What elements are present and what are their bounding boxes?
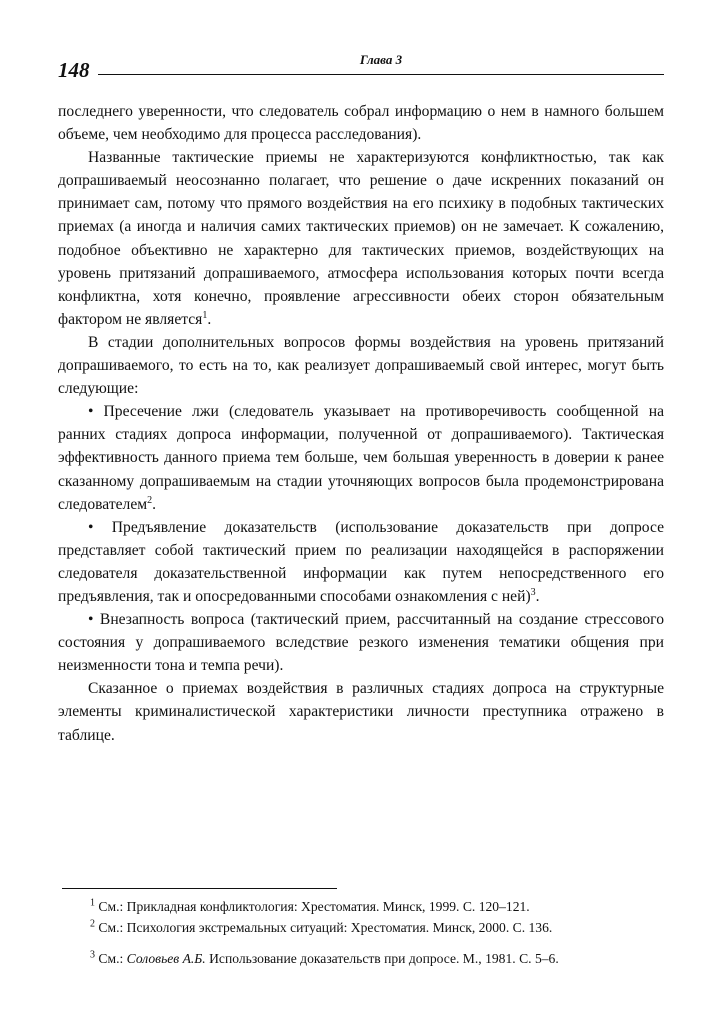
bullet-item-2: • Предъявление доказательств (использование доказательств при допросе представляет собой тактический прием по реализации находящейся в распоряжении следователя доказательственной информации как путем непосредственного его предъявления, так и опосредованными способами ознакомления с ней)$^3$. xyxy=(58,518,664,605)
footnotes xyxy=(90,896,670,969)
footnote-ref-1[interactable]: 1 xyxy=(202,309,208,321)
paragraph-2-text: Названные тактические приемы не характеризуются конфликтностью, так как допрашиваемый неосознанно полагает, что решение о даче искренних показаний он принимает сам, потому что прямого воздействия на его психику в подобных тактических приемах (а иногда и наличия самих тактических приемов) он не замечает. К сожалению, подобное объективно не характерно для тактических приемов, воздействующих на уровень притязаний допрашиваемого, атмосфера использования которых почти всегда конфликтна, хотя конечно, проявление агрессивности обеих сторон обязательным фактором не является xyxy=(58,149,664,328)
footnote-ref-3[interactable]: 3 xyxy=(530,586,536,598)
paragraph-1 xyxy=(58,100,664,146)
paragraph-3-text: В стадии дополнительных вопросов формы воздействия на уровень притязаний допрашиваемого, то есть на то, как реализует допрашиваемый свой интерес, могут быть следующие: xyxy=(58,333,664,398)
paragraph-4-text: Сказанное о приемах воздействия в различных стадиях допроса на структурные элементы криминалистической характеристики личности преступника отражено в таблице. xyxy=(58,680,664,744)
footnote-3-author: Соловьев А.Б. xyxy=(126,951,206,966)
bullet-item-2-text: • Предъявление доказательств (использование доказательств при допросе представляет собой тактический прием по реализации находящейся в распоряжении следователя доказательственной информации как путем непосредственного его предъявления, так и опосредованными способами ознакомления с ней) xyxy=(58,518,664,605)
footnote-2-mark: 2 xyxy=(90,918,95,930)
paragraph-4 xyxy=(58,677,664,746)
page-number: 148 xyxy=(58,58,90,82)
footnote-ref-2[interactable]: 2 xyxy=(147,494,153,506)
bullet-item-3 xyxy=(58,608,664,677)
footnote-1 xyxy=(90,896,670,917)
footnote-1-mark: 1 xyxy=(90,897,95,909)
footnote-separator xyxy=(62,888,337,889)
footnote-3-text: Использование доказательств при допросе. М., 1981. С. 5–6. xyxy=(205,951,559,966)
body-text xyxy=(58,100,664,747)
footnote-3-prefix: См.: xyxy=(98,951,127,966)
footnote-2 xyxy=(90,917,670,938)
bullet-item-1: • Пресечение лжи (следователь указывает на противоречивость сообщенной на ранних стадиях допроса информации, полученной от допрашиваемого). Тактическая эффективность данного приема тем больше, чем большая уверенность в доверии к ранее сказанному допрашиваемым на стадии уточняющих вопросов была продемонстрирована следователем$^2$. xyxy=(58,403,664,513)
header-rule xyxy=(98,74,664,75)
footnote-1-text: См.: Прикладная конфликтология: Хрестоматия. Минск, 1999. С. 120–121. xyxy=(98,899,530,914)
footnote-3-mark: 3 xyxy=(90,949,95,961)
paragraph-3 xyxy=(58,331,664,400)
footnote-2-text: См.: Психология экстремальных ситуаций: Хрестоматия. Минск, 2000. С. 136. xyxy=(98,920,553,935)
footnote-3 xyxy=(90,948,670,969)
chapter-title: Глава 3 xyxy=(359,52,403,67)
page-header xyxy=(58,52,664,84)
bullet-item-3-text: • Внезапность вопроса (тактический прием, рассчитанный на создание стрессового состояния у допрашиваемого вследствие резкого изменения тематики общения при неизменности тона и темпа речи). xyxy=(58,611,664,675)
paragraph-1-text: последнего уверенности, что следователь собрал информацию о нем в намного большем объеме, чем необходимо для процесса расследования). xyxy=(58,103,664,144)
paragraph-2: Названные тактические приемы не характеризуются конфликтностью, так как допрашиваемый неосознанно полагает, что решение о даче искренних показаний он принимает сам, потому что прямого воздействия на его психику в подобных тактических приемах (а иногда и наличия самих тактических приемов) он не замечает. К сожалению, подобное объективно не характерно для тактических приемов, воздействующих на уровень притязаний допрашиваемого, атмосфера использования которых почти всегда конфликтна, хотя конечно, проявление агрессивности обеих сторон обязательным фактором не является$^1$. xyxy=(58,149,664,328)
bullet-item-1-text: • Пресечение лжи (следователь указывает на противоречивость сообщенной на ранних стадиях допроса информации, полученной от допрашиваемого). Тактическая эффективность данного приема тем больше, чем большая уверенность в доверии к ранее сказанному допрашиваемым на стадии уточняющих вопросов была продемонстрирована следователем xyxy=(58,403,664,513)
